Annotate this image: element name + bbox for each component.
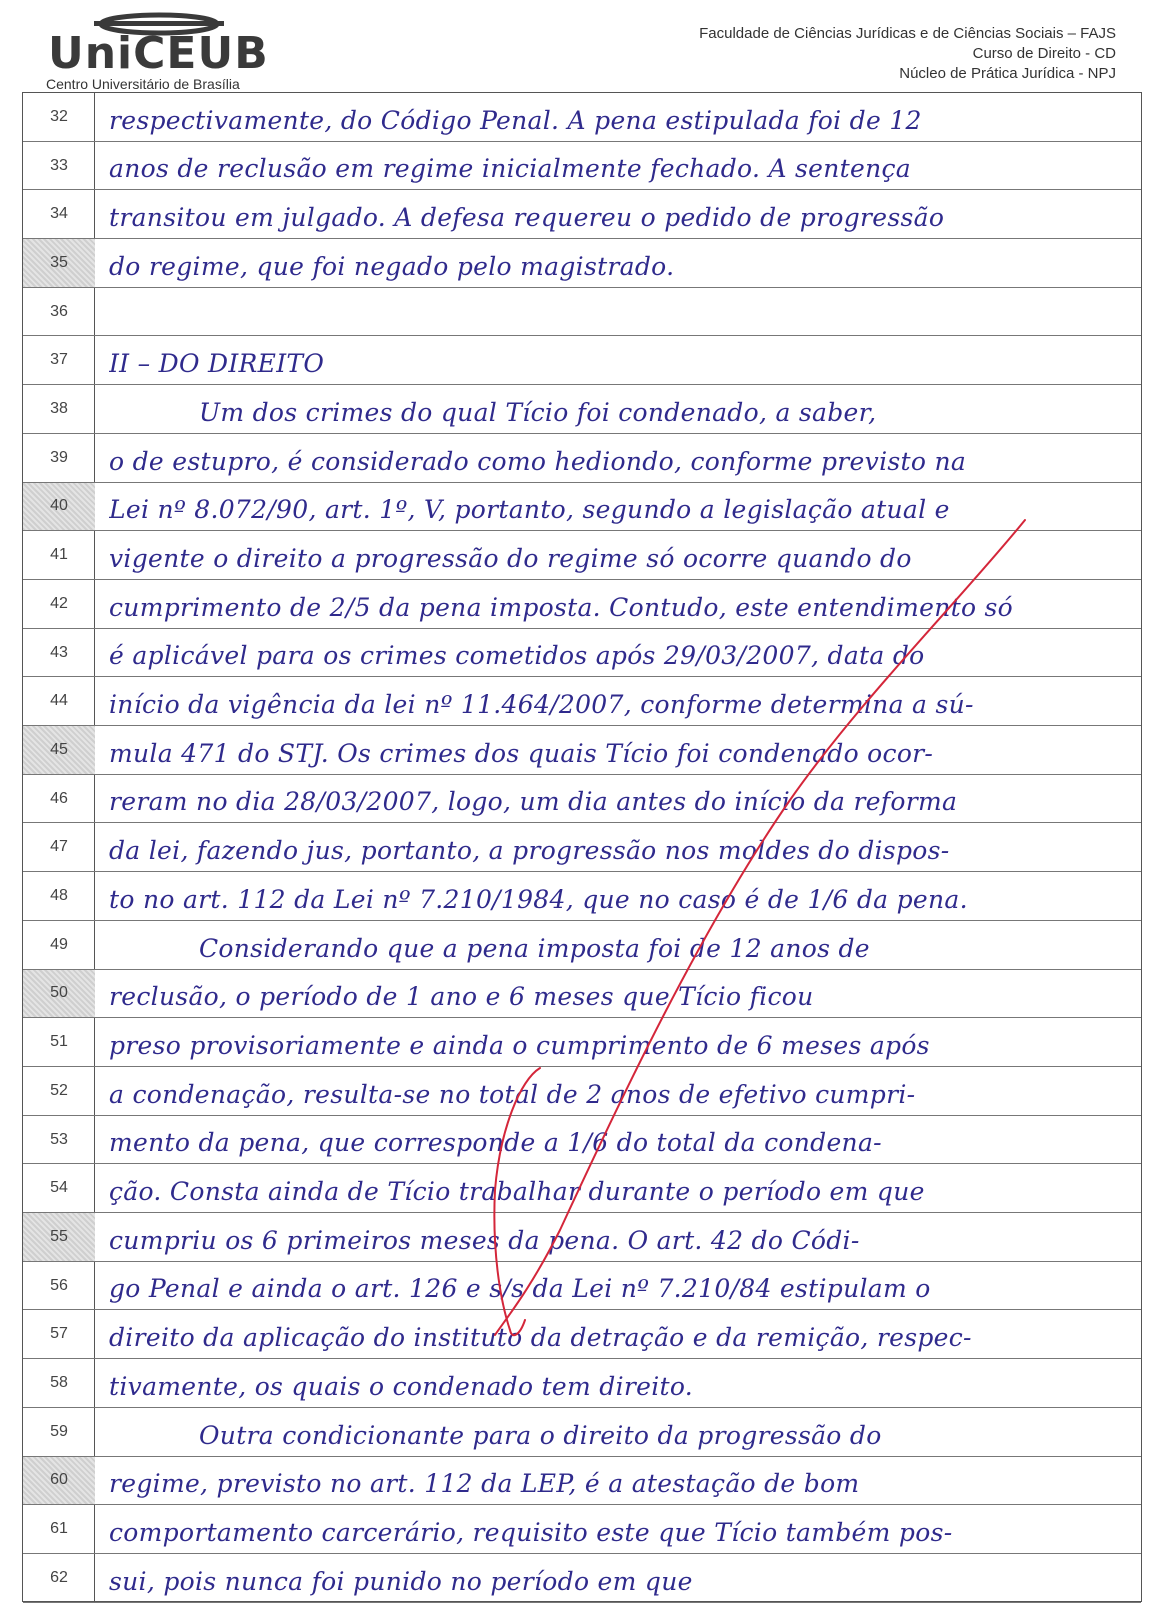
line-number: 50: [23, 970, 95, 1018]
line-number: 41: [50, 546, 68, 564]
handwritten-line: cumprimento de 2/5 da pena imposta. Contudo, este entendimento só: [109, 592, 1014, 622]
sheet-line: [23, 1262, 1141, 1311]
line-number: 61: [50, 1520, 68, 1538]
handwritten-line: sui, pois nunca foi punido no período em que: [109, 1566, 693, 1596]
handwritten-line: go Penal e ainda o art. 126 e s/s da Lei nº 7.210/84 estipulam o: [109, 1274, 931, 1304]
line-number: 51: [50, 1033, 68, 1051]
line-number: 52: [50, 1081, 68, 1099]
line-number: 58: [50, 1374, 68, 1392]
handwritten-line: respectivamente, do Código Penal. A pena estipulada foi de 12: [109, 105, 922, 135]
sheet-line: [23, 288, 1141, 337]
sheet-line: [23, 93, 1141, 142]
sheet-line: [23, 1116, 1141, 1165]
line-number: 60: [23, 1457, 95, 1505]
sheet-line: [23, 775, 1141, 824]
handwritten-line: preso provisoriamente e ainda o cumprimento de 6 meses após: [109, 1030, 930, 1060]
sheet-line: [23, 1213, 1141, 1262]
handwritten-line: reram no dia 28/03/2007, logo, um dia antes do início da reforma: [109, 787, 958, 817]
handwritten-line: to no art. 112 da Lei nº 7.210/1984, que no caso é de 1/6 da pena.: [109, 884, 968, 914]
line-number: 36: [50, 302, 68, 320]
handwritten-line: da lei, fazendo jus, portanto, a progressão nos moldes do dispos-: [109, 836, 950, 866]
sheet-line: [23, 483, 1141, 532]
answer-sheet: [22, 92, 1142, 1602]
handwritten-line: transitou em julgado. A defesa requereu o pedido de progressão: [109, 203, 945, 233]
logo-subtitle: Centro Universitário de Brasília: [46, 76, 240, 92]
handwritten-line: mula 471 do STJ. Os crimes dos quais Tício foi condenado ocor-: [109, 738, 934, 768]
line-number: 43: [50, 643, 68, 661]
sheet-line: [23, 970, 1141, 1019]
course-name: Curso de Direito - CD: [972, 45, 1116, 62]
handwritten-line: início da vigência da lei nº 11.464/2007, conforme determina a sú-: [109, 690, 974, 720]
sheet-line: [23, 239, 1141, 288]
sheet-line: [23, 142, 1141, 191]
line-number: 37: [50, 351, 68, 369]
line-number: 47: [50, 838, 68, 856]
sheet-line: [23, 1505, 1141, 1554]
handwritten-line: ção. Consta ainda de Tício trabalhar durante o período em que: [109, 1177, 925, 1207]
sheet-line: [23, 1554, 1141, 1603]
sheet-line: [23, 385, 1141, 434]
handwritten-line: o de estupro, é considerado como hediondo, conforme previsto na: [109, 446, 967, 476]
line-number: 38: [50, 400, 68, 418]
handwritten-line: do regime, que foi negado pelo magistrado.: [109, 251, 675, 281]
line-number: 55: [23, 1213, 95, 1261]
sheet-line: [23, 434, 1141, 483]
sheet-line: [23, 726, 1141, 775]
line-number: 39: [50, 448, 68, 466]
line-number: 54: [50, 1179, 68, 1197]
handwritten-line: cumpriu os 6 primeiros meses da pena. O art. 42 do Códi-: [109, 1225, 860, 1255]
sheet-line: [23, 921, 1141, 970]
logo-wordmark: UniCEUB: [48, 28, 269, 79]
sheet-line: [23, 1311, 1141, 1360]
line-number: 45: [23, 726, 95, 774]
handwritten-line: Lei nº 8.072/90, art. 1º, V, portanto, segundo a legislação atual e: [109, 495, 950, 525]
sheet-line: [23, 531, 1141, 580]
line-number: 57: [50, 1325, 68, 1343]
sheet-line: [23, 337, 1141, 386]
handwritten-line: Um dos crimes do qual Tício foi condenado, a saber,: [199, 397, 877, 427]
line-number: 46: [50, 789, 68, 807]
handwritten-line: Outra condicionante para o direito da progressão do: [199, 1420, 882, 1450]
line-number: 48: [50, 887, 68, 905]
sheet-line: [23, 1457, 1141, 1506]
institution-header: [699, 24, 1116, 84]
line-number: 62: [50, 1568, 68, 1586]
sheet-line: [23, 1408, 1141, 1457]
sheet-line: [23, 629, 1141, 678]
handwritten-line: regime, previsto no art. 112 da LEP, é a atestação de bom: [109, 1469, 860, 1499]
handwritten-line: comportamento carcerário, requisito este que Tício também pos-: [109, 1517, 953, 1547]
line-number: 49: [50, 935, 68, 953]
line-number: 44: [50, 692, 68, 710]
line-number: 56: [50, 1276, 68, 1294]
handwritten-line: a condenação, resulta-se no total de 2 anos de efetivo cumpri-: [109, 1079, 916, 1109]
handwritten-line: Considerando que a pena imposta foi de 12 anos de: [199, 933, 870, 963]
line-number: 32: [50, 107, 68, 125]
sheet-line: [23, 677, 1141, 726]
sheet-line: [23, 872, 1141, 921]
handwritten-line: II – DO DIREITO: [109, 349, 325, 379]
line-number: 40: [23, 483, 95, 531]
line-number: 42: [50, 594, 68, 612]
handwritten-line: é aplicável para os crimes cometidos após 29/03/2007, data do: [109, 641, 925, 671]
line-number: 33: [50, 156, 68, 174]
faculty-name: Faculdade de Ciências Jurídicas e de Ciências Sociais – FAJS: [699, 25, 1116, 42]
sheet-line: [23, 1359, 1141, 1408]
handwritten-line: direito da aplicação do instituto da detração e da remição, respec-: [109, 1323, 972, 1353]
handwritten-line: anos de reclusão em regime inicialmente fechado. A sentença: [109, 154, 912, 184]
sheet-line: [23, 190, 1141, 239]
handwritten-line: tivamente, os quais o condenado tem direito.: [109, 1371, 694, 1401]
sheet-line: [23, 1067, 1141, 1116]
line-number: 53: [50, 1130, 68, 1148]
line-number: 59: [50, 1422, 68, 1440]
sheet-line: [23, 824, 1141, 873]
line-number: 34: [50, 205, 68, 223]
handwritten-line: vigente o direito a progressão do regime só ocorre quando do: [109, 543, 912, 573]
sheet-line: [23, 1018, 1141, 1067]
handwritten-line: reclusão, o período de 1 ano e 6 meses que Tício ficou: [109, 982, 814, 1012]
line-number: 35: [23, 239, 95, 287]
sheet-line: [23, 1164, 1141, 1213]
uniceub-logo: [44, 12, 284, 92]
center-name: Núcleo de Prática Jurídica - NPJ: [899, 65, 1116, 82]
handwritten-line: mento da pena, que corresponde a 1/6 do total da condena-: [109, 1128, 882, 1158]
sheet-line: [23, 580, 1141, 629]
